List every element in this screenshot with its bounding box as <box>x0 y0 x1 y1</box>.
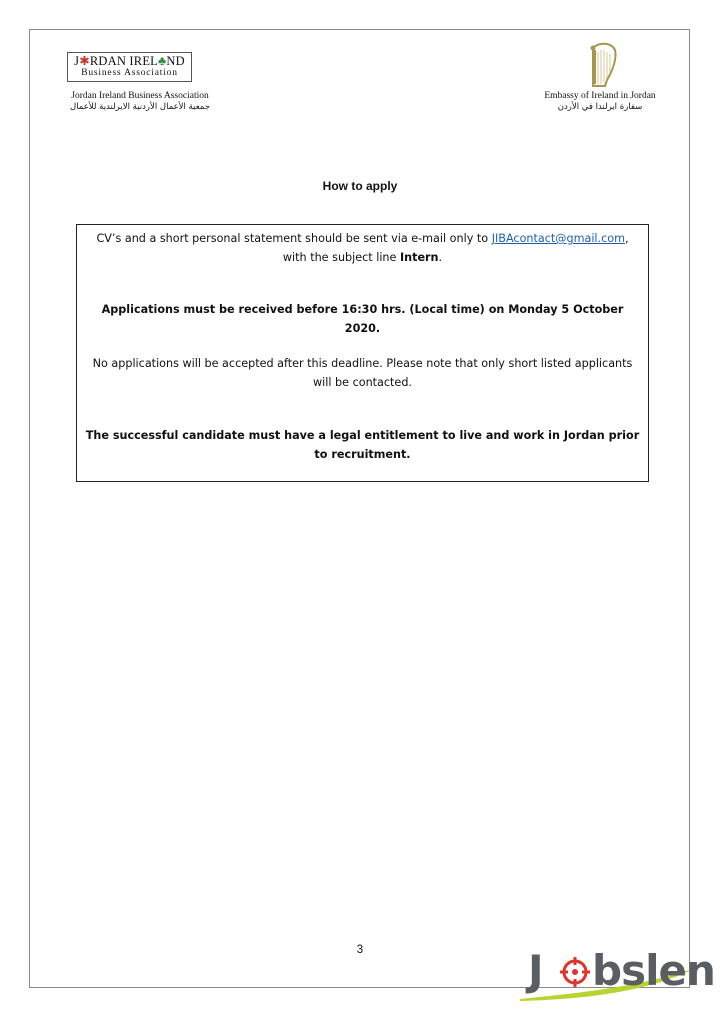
jiba-logo <box>67 52 192 82</box>
contact-email-link[interactable]: JIBAcontact@gmail.com <box>491 232 625 245</box>
left-organization <box>55 91 225 113</box>
page-title: How to apply <box>322 179 398 193</box>
jiba-logo-line1: J✱RDAN IREL♣ND <box>74 54 185 68</box>
jiba-logo-line2: Business Association <box>81 68 178 78</box>
harp-icon <box>585 40 621 90</box>
deadline-paragraph: Applications must be received before 16:30 hrs. (Local time) on Monday 5 October 2020. <box>101 303 624 335</box>
left-org-name-ar: جمعية الأعمال الأردنية الايرلندية للأعمال <box>70 102 210 112</box>
page-border <box>29 29 690 988</box>
jobslen-watermark <box>520 945 715 1005</box>
subject-line-keyword: Intern <box>399 251 439 264</box>
crosshair-icon <box>558 955 592 989</box>
instructions-paragraph: CV’s and a short personal statement should be sent via e-mail only to JIBAcontact@gmail.com, with the subject line Intern. <box>96 232 629 264</box>
right-org-name-en: Embassy of Ireland in Jordan <box>544 91 656 101</box>
shamrock-icon: ♣ <box>158 54 167 68</box>
right-organization <box>520 91 680 113</box>
flower-icon: ✱ <box>79 54 90 68</box>
eligibility-paragraph: The successful candidate must have a legal entitlement to live and work in Jordan prior to recruitment. <box>85 429 640 461</box>
page-number: 3 <box>356 944 364 956</box>
right-org-name-ar: سفارة ايرلندا في الأردن <box>557 102 643 112</box>
watermark-letter-j: J <box>528 946 544 995</box>
application-info-box <box>76 224 649 482</box>
late-applications-paragraph: No applications will be accepted after this deadline. Please note that only short listed applicants will be contacted. <box>92 357 633 389</box>
left-org-name-en: Jordan Ireland Business Association <box>71 91 209 101</box>
watermark-text: bslen <box>592 946 715 995</box>
